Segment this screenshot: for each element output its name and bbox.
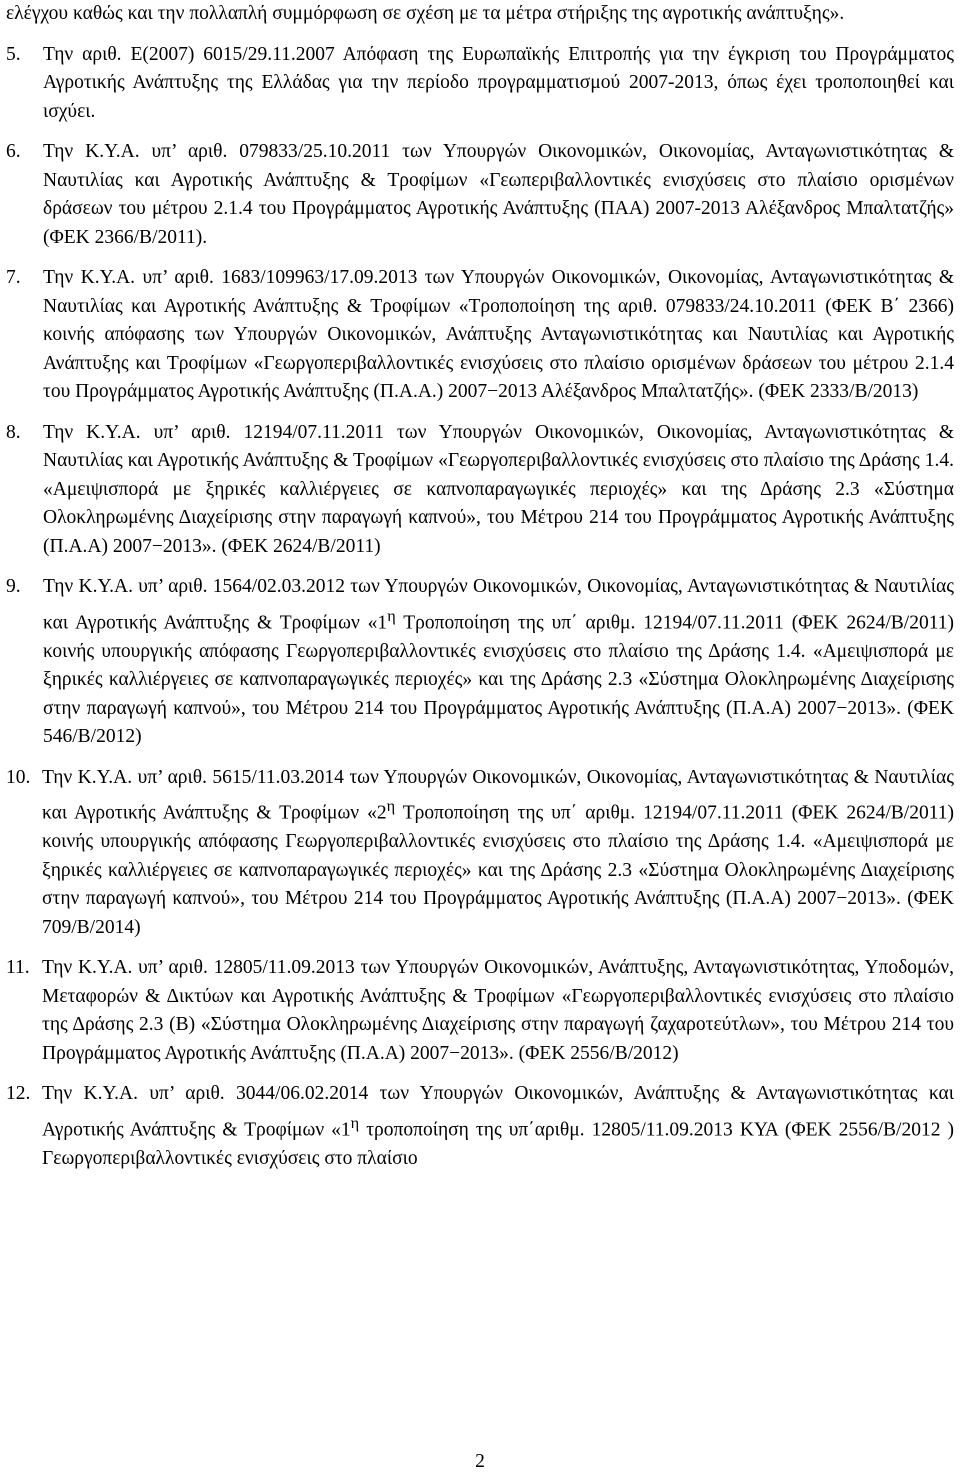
list-item-text: Την Κ.Υ.Α. υπ’ αριθ. 079833/25.10.2011 των Υπουργών Οικονομικών, Οικονομίας, Ανταγωνιστικότητας & Ναυτιλίας και Αγροτικής Ανάπτυξης & Τροφίμων «Γεωπεριβαλλοντικές ενισχύσεις στο πλαίσιο ορισμένων δράσεων του μέτρου 2.1.4 του Προγράμματος Αγροτικής Ανάπτυξης (ΠΑΑ) 2007-2013 Αλέξανδρος Μπαλτατζής» (ΦΕΚ 2366/Β/2011). bbox=[43, 141, 954, 248]
list-item-text bbox=[42, 764, 954, 943]
document-body bbox=[6, 0, 954, 1185]
list-item-number: 12. bbox=[6, 1083, 31, 1104]
list-item-5 bbox=[6, 41, 954, 127]
intro-paragraph: ελέγχου καθώς και την πολλαπλή συμμόρφωση σε σχέση με τα μέτρα στήριξης της αγροτικής ανάπτυξης». bbox=[6, 3, 845, 24]
list-item-text-part: Την Κ.Υ.Α. υπ’ αριθ. 5615/11.03.2014 των Υπουργών Οικονομικών, Οικονομίας, Ανταγωνιστικότητας & Ναυτιλίας και Αγροτικής Ανάπτυξης & Τροφίμων «2 bbox=[42, 766, 954, 824]
list-item-text-part: Την Κ.Υ.Α. υπ’ αριθ. 1564/02.03.2012 των Υπουργών Οικονομικών, Οικονομίας, Ανταγωνιστικότητας & Ναυτιλίας και Αγροτικής Ανάπτυξης & Τροφίμων «1 bbox=[43, 576, 954, 633]
list-item-text: Την αριθ. Ε(2007) 6015/29.11.2007 Απόφαση της Ευρωπαϊκής Επιτροπής για την έγκριση του Προγράμματος Αγροτικής Ανάπτυξης της Ελλάδας για την περίοδο προγραμματισμού 2007-2013, όπως έχει τροποποιηθεί και ισχύει. bbox=[43, 43, 954, 122]
page-number: 2 bbox=[475, 1451, 485, 1472]
list-item-8 bbox=[6, 419, 954, 562]
list-item-text: Την Κ.Υ.Α. υπ’ αριθ. 12805/11.09.2013 των Υπουργών Οικονομικών, Ανάπτυξης, Ανταγωνιστικότητας, Υποδομών, Μεταφορών & Δικτύων και Αγροτικής Ανάπτυξης & Τροφίμων «Γεωργοπεριβαλλοντικές ενισχύσεις στο πλαίσιο της Δράσης 2.3 (Β) «Σύστημα Ολοκληρωμένης Διαχείρισης στην παραγωγή ζαχαροτεύτλων», του Μέτρου 214 του Προγράμματος Αγροτικής Ανάπτυξης (Π.Α.Α) 2007−2013». (ΦΕΚ 2556/Β/2012) bbox=[42, 957, 954, 1064]
list-item-text-part: Τροποποίηση της υπ΄ αριθμ. 12194/07.11.2011 (ΦΕΚ 2624/Β/2011) κοινής υπουργικής απόφασης Γεωργοπεριβαλλοντικές ενισχύσεις στο πλαίσιο της Δράσης 1.4. «Αμειψισπορά με ξηρικές καλλιέργειες σε καπνοπαραγωγικές περιοχές» και της Δράσης 2.3 «Σύστημα Ολοκληρωμένης Διαχείρισης στην παραγωγή καπνού», του Μέτρου 214 του Προγράμματος Αγροτικής Ανάπτυξης (Π.Α.Α) 2007−2013». (ΦΕΚ 546/Β/2012) bbox=[43, 612, 954, 747]
list-item-text bbox=[43, 573, 954, 752]
list-item-6 bbox=[6, 138, 954, 252]
list-item-11 bbox=[6, 954, 954, 1068]
list-item-text-part: τροποποίηση της υπ΄αριθμ. 12805/11.09.2013 ΚΥΑ (ΦΕΚ 2556/Β/2012 ) Γεωργοπεριβαλλοντικές ενισχύσεις στο πλαίσιο bbox=[42, 1119, 954, 1169]
list-item-12 bbox=[6, 1080, 954, 1173]
list-item-10 bbox=[6, 764, 954, 943]
list-item-number: 5. bbox=[6, 43, 21, 65]
list-item-7 bbox=[6, 264, 954, 407]
list-item-number: 6. bbox=[6, 141, 21, 162]
list-item-text bbox=[42, 1080, 954, 1173]
list-item-number: 7. bbox=[6, 267, 21, 288]
list-item-number: 11. bbox=[6, 957, 30, 978]
superscript-ordinal: η bbox=[386, 797, 396, 815]
list-item-number: 9. bbox=[6, 576, 21, 597]
list-item-text: Την Κ.Υ.Α. υπ’ αριθ. 12194/07.11.2011 των Υπουργών Οικονομικών, Οικονομίας, Ανταγωνιστικότητας & Ναυτιλίας και Αγροτικής Ανάπτυξης & Τροφίμων «Γεωργοπεριβαλλοντικές ενισχύσεις στο πλαίσιο της Δράσης 1.4. «Αμειψισπορά με ξηρικές καλλιέργειες σε καπνοπαραγωγικές περιοχές» και της Δράσης 2.3 «Σύστημα Ολοκληρωμένης Διαχείρισης στην παραγωγή καπνού», του Μέτρου 214 του Προγράμματος Αγροτικής Ανάπτυξης (Π.Α.Α) 2007−2013». (ΦΕΚ 2624/Β/2011) bbox=[43, 421, 954, 557]
superscript-ordinal: η bbox=[387, 606, 396, 625]
list-item-number: 8. bbox=[6, 421, 21, 443]
list-item-number: 10. bbox=[6, 766, 31, 788]
superscript-ordinal: η bbox=[350, 1113, 360, 1132]
list-item-text: Την Κ.Υ.Α. υπ’ αριθ. 1683/109963/17.09.2013 των Υπουργών Οικονομικών, Οικονομίας, Ανταγωνιστικότητας & Ναυτιλίας και Αγροτικής Ανάπτυξης & Τροφίμων «Τροποποίηση της αριθ. 079833/24.10.2011 (ΦΕΚ Β΄ 2366) κοινής απόφασης των Υπουργών Οικονομικών, Ανάπτυξης Ανταγωνιστικότητας και Ναυτιλίας και Αγροτικής Ανάπτυξης και Τροφίμων «Γεωργοπεριβαλλοντικές ενισχύσεις στο πλαίσιο ορισμένων δράσεων του μέτρου 2.1.4 του Προγράμματος Αγροτικής Ανάπτυξης (Π.Α.Α.) 2007−2013 Αλέξανδρος Μπαλτατζής». (ΦΕΚ 2333/Β/2013) bbox=[43, 267, 954, 402]
list-item-9 bbox=[6, 573, 954, 752]
list-item-text-part: Τροποποίηση της υπ΄ αριθμ. 12194/07.11.2011 (ΦΕΚ 2624/Β/2011) κοινής υπουργικής απόφασης Γεωργοπεριβαλλοντικές ενισχύσεις στο πλαίσιο της Δράσης 1.4. «Αμειψισπορά με ξηρικές καλλιέργειες σε καπνοπαραγωγικές περιοχές» και της Δράσης 2.3 «Σύστημα Ολοκληρωμένης Διαχείρισης στην παραγωγή καπνού», του Μέτρου 214 του Προγράμματος Αγροτικής Ανάπτυξης (Π.Α.Α) 2007−2013». (ΦΕΚ 709/Β/2014) bbox=[42, 802, 954, 938]
list-item-text-part: Την Κ.Υ.Α. υπ’ αριθ. 3044/06.02.2014 των Υπουργών Οικονομικών, Ανάπτυξης & Ανταγωνιστικότητας και Αγροτικής Ανάπτυξης & Τροφίμων «1 bbox=[42, 1083, 954, 1140]
